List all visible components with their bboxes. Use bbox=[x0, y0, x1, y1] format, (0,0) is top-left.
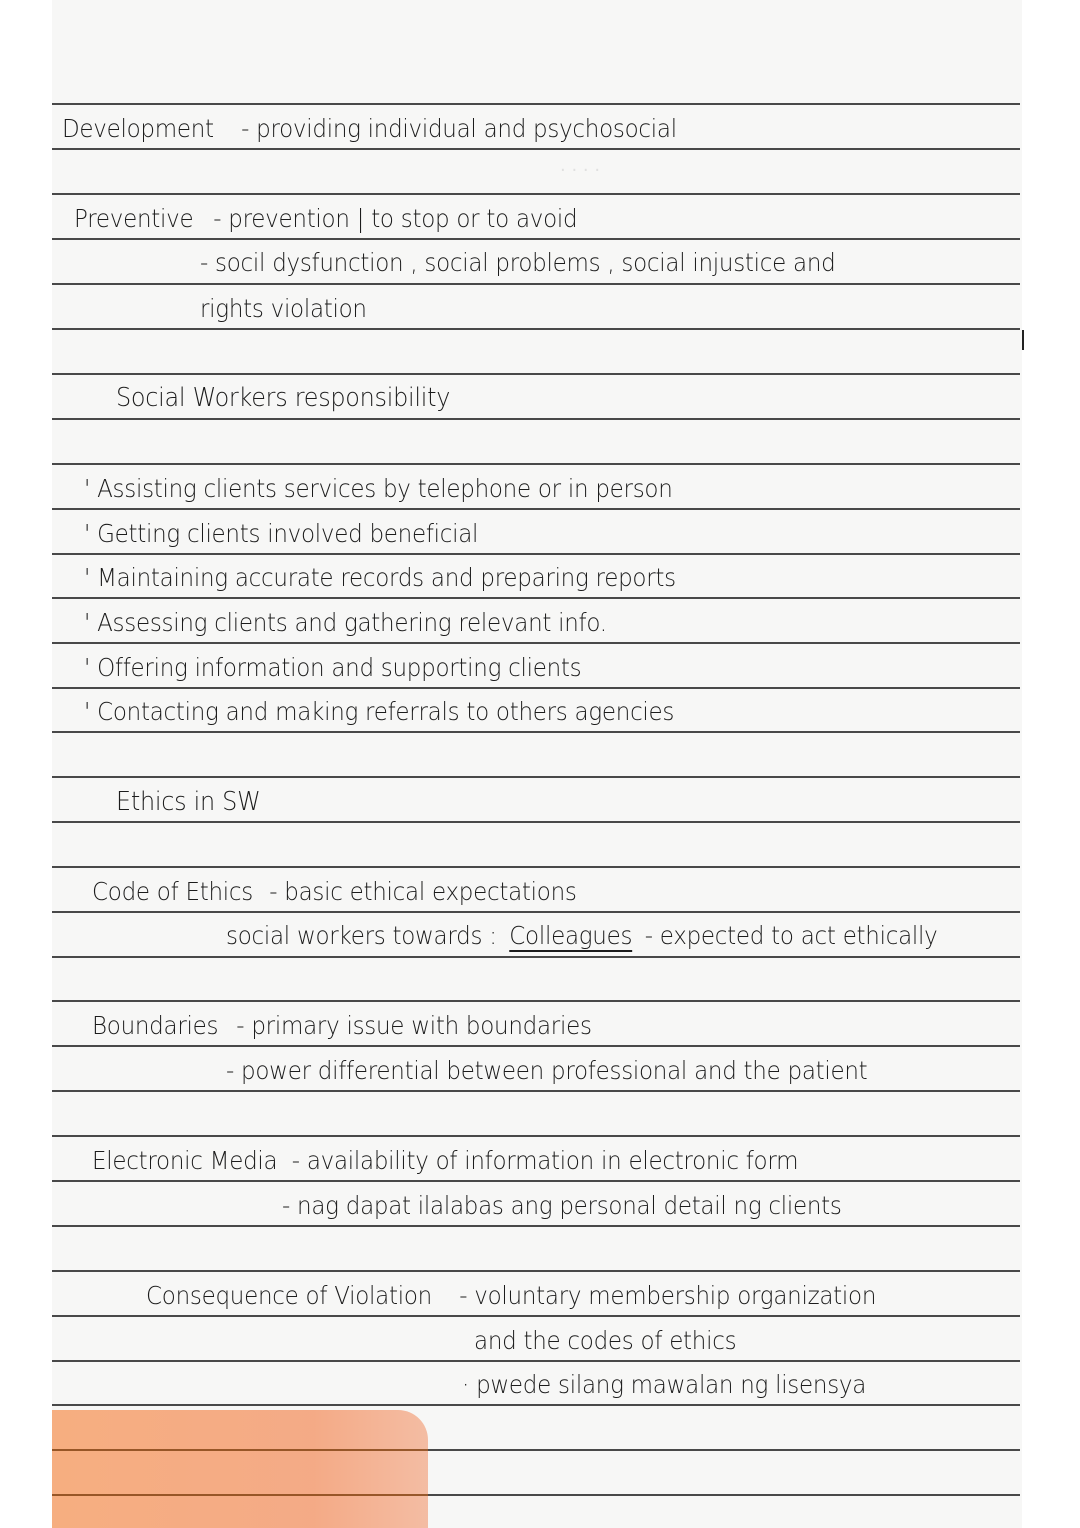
ruled-line bbox=[52, 1090, 1020, 1092]
definition-development: - providing individual and psychosocial bbox=[241, 114, 677, 143]
ruled-line bbox=[52, 238, 1020, 240]
definition-code-of-ethics: - basic ethical expectations bbox=[269, 877, 577, 906]
term-electronic-media: Electronic Media bbox=[92, 1146, 278, 1175]
highlighter-swatch bbox=[52, 1410, 428, 1528]
consequence-continuation: and the codes of ethics bbox=[474, 1326, 737, 1355]
term-preventive: Preventive bbox=[74, 204, 194, 233]
responsibility-item: ' Maintaining accurate records and preparing reports bbox=[84, 563, 676, 592]
definition-consequence: - voluntary membership organization bbox=[459, 1281, 877, 1310]
definition-electronic-media: - availability of information in electronic form bbox=[291, 1146, 799, 1175]
electronic-media-line bbox=[92, 1146, 798, 1175]
preventive-line bbox=[74, 204, 577, 233]
consequence-line bbox=[146, 1281, 876, 1310]
ruled-line bbox=[52, 1270, 1020, 1272]
ruled-line bbox=[52, 418, 1020, 420]
responsibility-item: ' Assisting clients services by telephone or in person bbox=[84, 474, 673, 503]
ruled-line bbox=[52, 283, 1020, 285]
ruled-line bbox=[52, 1449, 428, 1451]
bleed-through-text: · · · · bbox=[560, 160, 601, 181]
term-code-of-ethics: Code of Ethics bbox=[92, 877, 253, 906]
ruled-line bbox=[52, 1180, 1020, 1182]
ruled-line bbox=[52, 1360, 1020, 1362]
ruled-line bbox=[52, 911, 1020, 913]
ruled-line bbox=[52, 193, 1020, 195]
responsibility-item: ' Contacting and making referrals to others agencies bbox=[84, 697, 675, 726]
term-boundaries: Boundaries bbox=[92, 1011, 219, 1040]
ruled-line bbox=[52, 1135, 1020, 1137]
responsibilities-heading: Social Workers responsibility bbox=[116, 383, 451, 413]
boundaries-subpoint: - power differential between professional and the patient bbox=[226, 1056, 868, 1085]
electronic-media-subpoint: - nag dapat ilalabas ang personal detail ng clients bbox=[282, 1191, 842, 1220]
ruled-line bbox=[52, 553, 1020, 555]
ruled-line bbox=[52, 148, 1020, 150]
ruled-line bbox=[52, 1225, 1020, 1227]
colleagues-term: Colleagues bbox=[509, 921, 633, 950]
ruled-line bbox=[52, 866, 1020, 868]
term-consequence: Consequence of Violation bbox=[146, 1281, 432, 1310]
development-line bbox=[62, 114, 677, 143]
ruled-line bbox=[52, 1000, 1020, 1002]
ruled-line bbox=[52, 463, 1020, 465]
term-development: Development bbox=[62, 114, 214, 143]
consequence-subpoint: · pwede silang mawalan ng lisensya bbox=[462, 1370, 867, 1399]
ruled-line bbox=[52, 1404, 1020, 1406]
ruled-line bbox=[52, 103, 1020, 105]
colleagues-definition: - expected to act ethically bbox=[644, 921, 938, 950]
ruled-line bbox=[52, 1315, 1020, 1317]
ruled-line bbox=[52, 1045, 1020, 1047]
ruled-line bbox=[52, 956, 1020, 958]
ruled-line bbox=[52, 328, 1020, 330]
colleagues-prefix: social workers towards : bbox=[226, 921, 497, 950]
ruled-line bbox=[52, 687, 1020, 689]
responsibility-item: ' Assessing clients and gathering relevant info. bbox=[84, 608, 607, 637]
ruled-line bbox=[52, 821, 1020, 823]
ruled-line bbox=[52, 508, 1020, 510]
definition-preventive: - prevention | to stop or to avoid bbox=[213, 204, 578, 233]
code-of-ethics-subline bbox=[226, 921, 937, 950]
preventive-subpoint-cont: rights violation bbox=[200, 294, 367, 323]
responsibility-item: ' Offering information and supporting clients bbox=[84, 653, 582, 682]
preventive-subpoint: - socil dysfunction , social problems , social injustice and bbox=[200, 248, 836, 277]
ruled-line bbox=[52, 776, 1020, 778]
ruled-line bbox=[52, 1494, 428, 1496]
margin-mark bbox=[1022, 330, 1024, 350]
ruled-line bbox=[52, 597, 1020, 599]
ruled-line bbox=[52, 731, 1020, 733]
ruled-line bbox=[52, 373, 1020, 375]
ethics-heading: Ethics in SW bbox=[116, 787, 261, 817]
code-of-ethics-line bbox=[92, 877, 577, 906]
ruled-line bbox=[52, 642, 1020, 644]
boundaries-line bbox=[92, 1011, 592, 1040]
responsibility-item: ' Getting clients involved beneficial bbox=[84, 519, 479, 548]
definition-boundaries: - primary issue with boundaries bbox=[236, 1011, 592, 1040]
